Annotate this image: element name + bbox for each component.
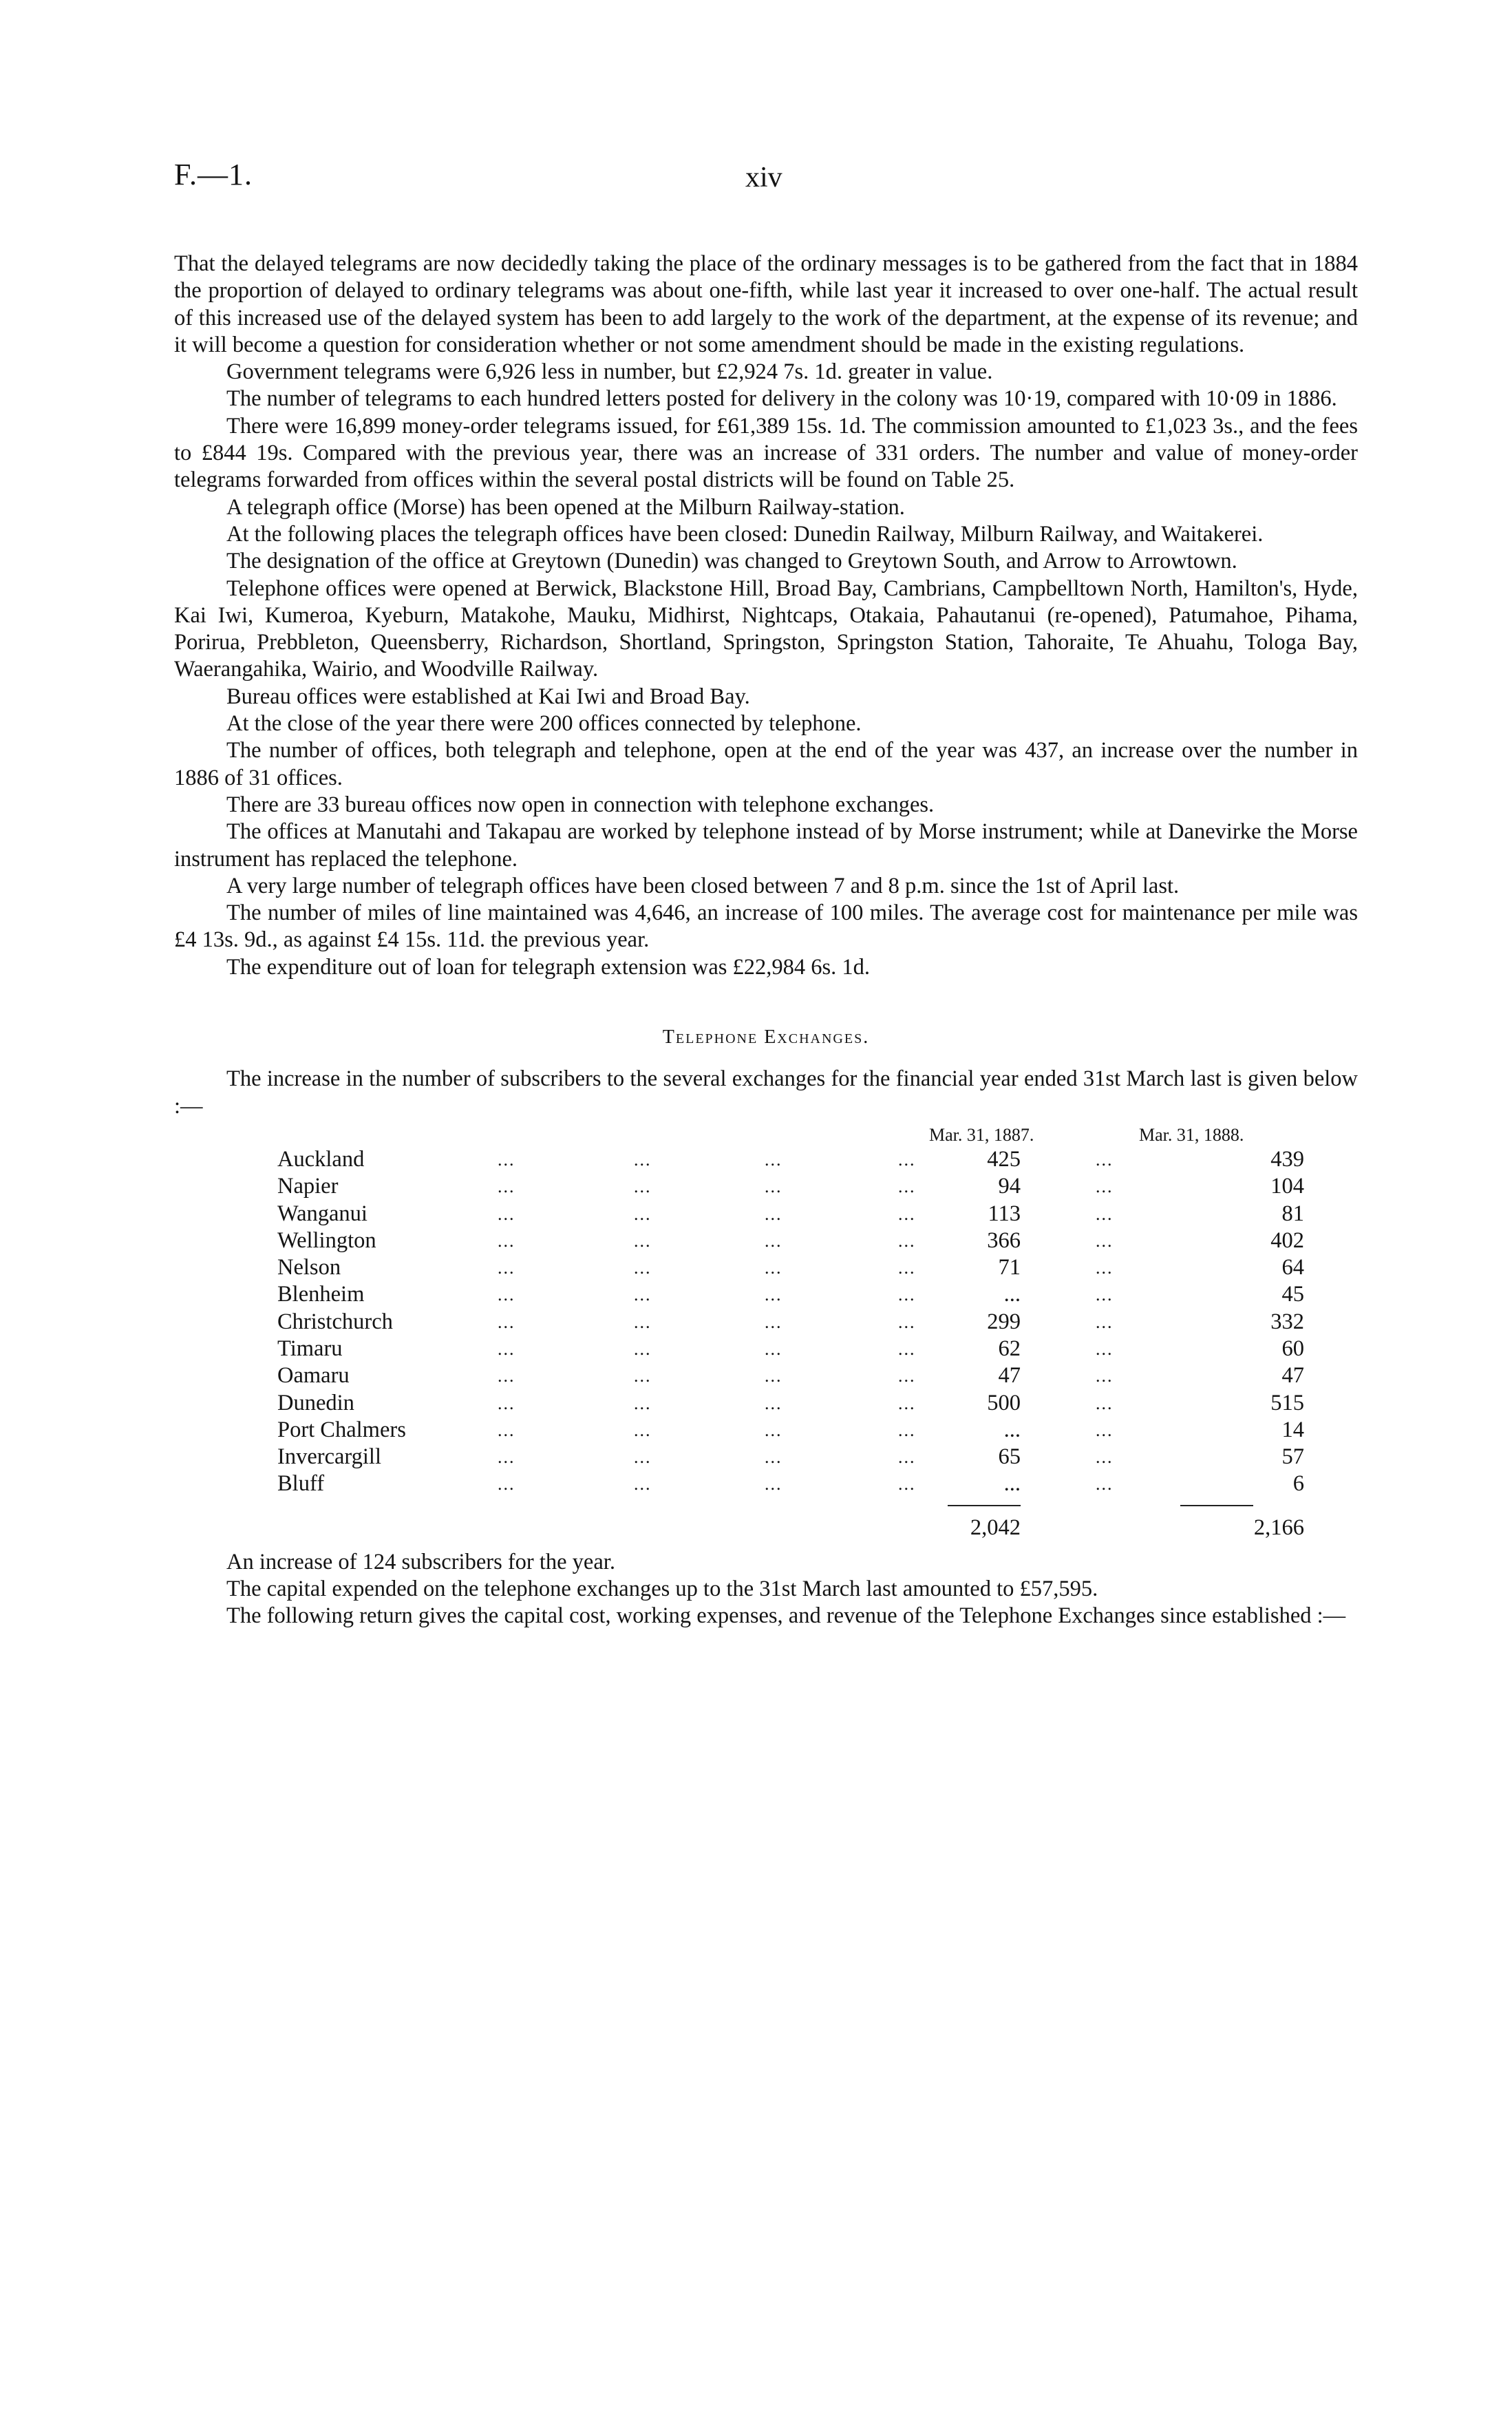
table-row <box>174 1336 1358 1362</box>
value-1888: 47 <box>1281 1363 1304 1389</box>
leader-dots: ... <box>1096 1177 1114 1197</box>
paragraph: At the following places the telegraph offices have been closed: Dunedin Railway, Milburn Railway, and Waitakerei. <box>226 521 1264 547</box>
leader-dots: ... <box>498 1474 515 1495</box>
leader-dots: ... <box>498 1447 515 1468</box>
paragraph: The capital expended on the telephone exchanges up to the 31st March last amounted to £57,595. <box>226 1576 1098 1602</box>
paragraph: An increase of 124 subscribers for the year. <box>226 1549 615 1574</box>
leader-dots: ... <box>1096 1393 1114 1413</box>
leader-dots: ... <box>498 1311 515 1332</box>
value-1887: ... <box>1003 1417 1021 1442</box>
leader-dots: ... <box>765 1393 782 1413</box>
value-1887: 299 <box>987 1309 1021 1334</box>
leader-dots: ... <box>765 1311 782 1332</box>
leader-dots: ... <box>765 1230 782 1251</box>
table-row <box>174 1173 1358 1200</box>
leader-dots: ... <box>498 1149 515 1170</box>
running-head <box>174 157 1358 212</box>
leader-dots: ... <box>634 1258 652 1278</box>
leader-dots: ... <box>765 1177 782 1197</box>
leader-dots: ... <box>634 1285 652 1305</box>
leader-dots: ... <box>634 1230 652 1251</box>
paragraph: The expenditure out of loan for telegraph extension was £22,984 6s. 1d. <box>226 954 871 980</box>
value-1888: 57 <box>1281 1444 1304 1470</box>
leader-dots: ... <box>498 1258 515 1278</box>
leader-dots: ... <box>898 1203 916 1224</box>
paragraph: The following return gives the capital cost, working expenses, and revenue of the Telephone Exchanges since established :— <box>226 1603 1346 1629</box>
leader-dots: ... <box>498 1420 515 1440</box>
paragraph: The offices at Manutahi and Takapau are worked by telephone instead of by Morse instrument; while at Danevirke the Morse instrument has replaced the telephone. <box>174 819 1358 872</box>
leader-dots: ... <box>1096 1149 1114 1170</box>
paragraph: That the delayed telegrams are now decidedly taking the place of the ordinary messages is to be gathered from the fact that in 1884 the proportion of delayed to ordinary telegrams was about one-fifth, while last year it increased to over one-half. The actual result of this increased use of the delayed system has been to add largely to the work of the department, at the expense of its revenue; and it will become a question for consideration whether or not some amendment should be made in the existing regulations. <box>174 251 1358 357</box>
leader-dots: ... <box>498 1230 515 1251</box>
value-1887: 47 <box>998 1363 1021 1389</box>
page-number: xiv <box>745 162 782 193</box>
leader-dots: ... <box>1096 1230 1114 1251</box>
leader-dots: ... <box>898 1366 916 1386</box>
leader-dots: ... <box>898 1447 916 1468</box>
leader-dots: ... <box>898 1474 916 1495</box>
exchange-name: Timaru <box>277 1336 343 1361</box>
leader-dots: ... <box>634 1177 652 1197</box>
leader-dots: ... <box>1096 1258 1114 1278</box>
table-row <box>174 1390 1358 1417</box>
paragraph: There were 16,899 money-order telegrams issued, for £61,389 15s. 1d. The commission amounted to £1,023 3s., and the fees to £844 19s. Compared with the previous year, there was an increase of 331 orders. The number and value of money-order telegrams forwarded from offices within the several postal districts will be found on Table 25. <box>174 413 1358 493</box>
leader-dots: ... <box>898 1230 916 1251</box>
leader-dots: ... <box>634 1203 652 1224</box>
table-row <box>174 1362 1358 1389</box>
value-1887: 71 <box>998 1255 1021 1280</box>
leader-dots: ... <box>1096 1311 1114 1332</box>
exchange-name: Napier <box>277 1174 339 1199</box>
value-1888: 81 <box>1281 1201 1304 1226</box>
exchange-name: Auckland <box>277 1146 365 1172</box>
exchange-name: Blenheim <box>277 1282 365 1307</box>
leader-dots: ... <box>898 1338 916 1359</box>
exchange-name: Wellington <box>277 1227 376 1253</box>
value-1888: 402 <box>1270 1227 1304 1253</box>
leader-dots: ... <box>1096 1285 1114 1305</box>
column-header-1887: Mar. 31, 1887. <box>929 1124 1034 1145</box>
value-1887: 500 <box>987 1390 1021 1415</box>
value-1888: 45 <box>1281 1282 1304 1307</box>
leader-dots: ... <box>765 1149 782 1170</box>
value-1887: 113 <box>988 1201 1021 1226</box>
table-row <box>174 1281 1358 1308</box>
paragraph: There are 33 bureau offices now open in connection with telephone exchanges. <box>226 792 935 817</box>
leader-dots: ... <box>634 1311 652 1332</box>
leader-dots: ... <box>765 1338 782 1359</box>
section-intro: The increase in the number of subscribers to the several exchanges for the financial year ended 31st March last is given below :— <box>174 1066 1358 1119</box>
leader-dots: ... <box>634 1149 652 1170</box>
leader-dots: ... <box>1096 1447 1114 1468</box>
exchange-name: Dunedin <box>277 1390 354 1415</box>
value-1887: ... <box>1003 1282 1021 1307</box>
leader-dots: ... <box>634 1366 652 1386</box>
body-text <box>174 251 1358 1630</box>
leader-dots: ... <box>1096 1420 1114 1440</box>
table-row <box>174 1201 1358 1227</box>
leader-dots: ... <box>1096 1366 1114 1386</box>
exchange-name: Oamaru <box>277 1363 350 1389</box>
section-heading: Telephone Exchanges. <box>662 1026 870 1048</box>
value-1887: ... <box>1003 1471 1021 1497</box>
table-row <box>174 1254 1358 1281</box>
paragraph: A very large number of telegraph offices have been closed between 7 and 8 p.m. since the 1st of April last. <box>226 873 1180 898</box>
leader-dots: ... <box>498 1393 515 1413</box>
table-row <box>174 1309 1358 1336</box>
page <box>174 157 1358 1630</box>
leader-dots: ... <box>898 1311 916 1332</box>
exchange-name: Bluff <box>277 1471 325 1497</box>
paragraph: The number of miles of line maintained was 4,646, an increase of 100 miles. The average cost for maintenance per mile was £4 13s. 9d., as against £4 15s. 11d. the previous year. <box>174 900 1358 953</box>
leader-dots: ... <box>634 1447 652 1468</box>
value-1888: 60 <box>1281 1336 1304 1361</box>
leader-dots: ... <box>765 1420 782 1440</box>
value-1887: 94 <box>998 1174 1021 1199</box>
exchange-name: Port Chalmers <box>277 1417 406 1442</box>
value-1887: 62 <box>998 1336 1021 1361</box>
leader-dots: ... <box>898 1258 916 1278</box>
table-header <box>174 1121 1358 1146</box>
leader-dots: ... <box>765 1447 782 1468</box>
leader-dots: ... <box>765 1285 782 1305</box>
table-row <box>174 1227 1358 1254</box>
value-1888: 515 <box>1270 1390 1304 1415</box>
document-code: F.—1. <box>174 158 253 191</box>
leader-dots: ... <box>898 1285 916 1305</box>
paragraph: Government telegrams were 6,926 less in number, but £2,924 7s. 1d. greater in value. <box>226 359 993 385</box>
paragraph: At the close of the year there were 200 offices connected by telephone. <box>226 711 862 737</box>
paragraph: Telephone offices were opened at Berwick, Blackstone Hill, Broad Bay, Cambrians, Campbelltown North, Hamilton's, Hyde, Kai Iwi, Kumeroa, Kyeburn, Matakohe, Mauku, Midhirst, Nightcaps, Otakaia, Pahautanui (re-opened), Patumahoe, Pihama, Porirua, Prebbleton, Queensberry, Richardson, Shortland, Springston, Springston Station, Tahoraite, Te Ahuahu, Tologa Bay, Waerangahika, Wairio, and Woodville Railway. <box>174 576 1358 682</box>
leader-dots: ... <box>898 1393 916 1413</box>
paragraph: The number of telegrams to each hundred letters posted for delivery in the colony was 10·19, compared with 10·09 in 1886. <box>226 386 1337 412</box>
value-1888: 14 <box>1281 1417 1304 1442</box>
total-rules <box>174 1498 1358 1512</box>
table-row <box>174 1444 1358 1470</box>
exchange-name: Nelson <box>277 1255 341 1280</box>
leader-dots: ... <box>498 1177 515 1197</box>
total-row <box>174 1512 1358 1543</box>
total-rule-1888 <box>1180 1505 1253 1506</box>
value-1887: 425 <box>987 1146 1021 1172</box>
leader-dots: ... <box>634 1338 652 1359</box>
value-1888: 332 <box>1270 1309 1304 1334</box>
table-row <box>174 1417 1358 1444</box>
value-1888: 104 <box>1270 1174 1304 1199</box>
exchange-name: Christchurch <box>277 1309 393 1334</box>
leader-dots: ... <box>634 1393 652 1413</box>
leader-dots: ... <box>765 1366 782 1386</box>
leader-dots: ... <box>498 1285 515 1305</box>
closing-text <box>174 1549 1358 1630</box>
paragraph: The designation of the office at Greytown (Dunedin) was changed to Greytown South, and Arrow to Arrowtown. <box>226 549 1237 574</box>
leader-dots: ... <box>498 1366 515 1386</box>
column-header-1888: Mar. 31, 1888. <box>1139 1124 1244 1145</box>
leader-dots: ... <box>765 1203 782 1224</box>
leader-dots: ... <box>1096 1203 1114 1224</box>
exchange-name: Invercargill <box>277 1444 381 1470</box>
table-row <box>174 1470 1358 1497</box>
leader-dots: ... <box>1096 1338 1114 1359</box>
subscriber-table <box>174 1146 1358 1498</box>
exchange-name: Wanganui <box>277 1201 368 1226</box>
value-1887: 65 <box>998 1444 1021 1470</box>
total-1888: 2,166 <box>1253 1515 1304 1540</box>
leader-dots: ... <box>898 1420 916 1440</box>
value-1888: 439 <box>1270 1146 1304 1172</box>
paragraph: The number of offices, both telegraph and telephone, open at the end of the year was 437, an increase over the number in 1886 of 31 offices. <box>174 738 1358 790</box>
leader-dots: ... <box>1096 1474 1114 1495</box>
total-rule-1887 <box>948 1505 1021 1506</box>
value-1888: 64 <box>1281 1255 1304 1280</box>
leader-dots: ... <box>634 1420 652 1440</box>
leader-dots: ... <box>765 1474 782 1495</box>
leader-dots: ... <box>498 1338 515 1359</box>
paragraph: A telegraph office (Morse) has been opened at the Milburn Railway-station. <box>226 494 905 520</box>
total-1887: 2,042 <box>970 1515 1021 1540</box>
leader-dots: ... <box>898 1177 916 1197</box>
value-1887: 366 <box>987 1227 1021 1253</box>
paragraph: Bureau offices were established at Kai Iwi and Broad Bay. <box>226 684 750 709</box>
leader-dots: ... <box>498 1203 515 1224</box>
table-row <box>174 1146 1358 1173</box>
leader-dots: ... <box>898 1149 916 1170</box>
leader-dots: ... <box>634 1474 652 1495</box>
leader-dots: ... <box>765 1258 782 1278</box>
value-1888: 6 <box>1292 1471 1304 1497</box>
